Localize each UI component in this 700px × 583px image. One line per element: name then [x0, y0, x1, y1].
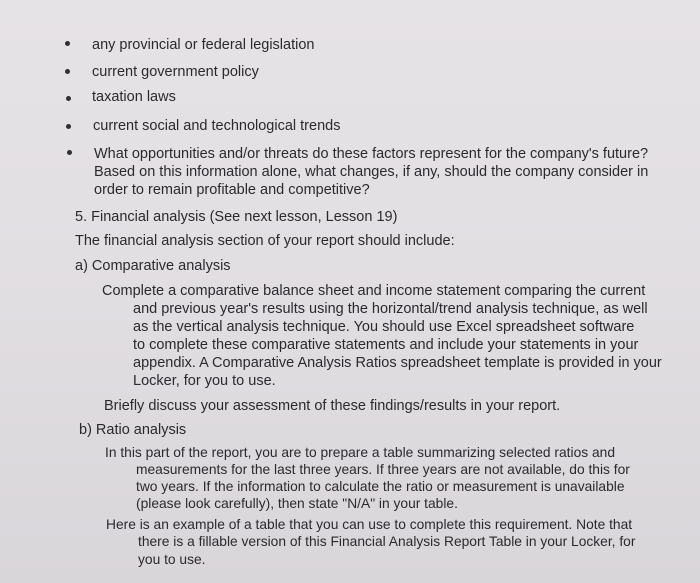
bullet-dot-4	[66, 124, 71, 129]
subsection-b-para2-line-2: there is a fillable version of this Financial Analysis Report Table in your Locker, for	[138, 534, 636, 549]
bullet-dot-5	[67, 150, 72, 155]
bullet-dot-1	[65, 41, 70, 46]
section-heading: 5. Financial analysis (See next lesson, Lesson 19)	[75, 209, 398, 225]
bullet-item-1: any provincial or federal legislation	[92, 37, 315, 53]
subsection-b-para1-line-4: (please look carefully), then state "N/A" in your table.	[136, 496, 458, 511]
subsection-a-para-line-1: Complete a comparative balance sheet and income statement comparing the current	[102, 283, 646, 299]
subsection-b-para2-line-3: you to use.	[138, 552, 206, 567]
subsection-b-heading: b) Ratio analysis	[79, 422, 187, 438]
subsection-b-para1-line-3: two years. If the information to calculate the ratio or measurement is unavailable	[136, 479, 625, 494]
bullet-item-4: current social and technological trends	[93, 118, 341, 134]
bullet-item-3: taxation laws	[92, 89, 176, 105]
bullet-item-2: current government policy	[92, 64, 259, 80]
bullet-dot-2	[65, 69, 70, 74]
subsection-a-para-line-4: to complete these comparative statements and include your statements in your	[133, 337, 639, 353]
subsection-a-para-line-3: as the vertical analysis technique. You should use Excel spreadsheet software	[133, 319, 635, 335]
bullet-item-5-line-2: Based on this information alone, what changes, if any, should the company consider in	[94, 164, 649, 180]
subsection-b-para1-line-2: measurements for the last three years. If three years are not available, do this for	[136, 462, 630, 477]
subsection-b-para2-line-1: Here is an example of a table that you can use to complete this requirement. Note that	[106, 517, 633, 532]
section-intro: The financial analysis section of your report should include:	[75, 233, 455, 249]
subsection-a-para-line-2: and previous year's results using the horizontal/trend analysis technique, as well	[133, 301, 648, 317]
subsection-a-brief: Briefly discuss your assessment of these findings/results in your report.	[104, 398, 561, 414]
subsection-a-heading: a) Comparative analysis	[75, 258, 231, 274]
bullet-item-5-line-3: order to remain profitable and competitive?	[94, 182, 370, 198]
bullet-item-5-line-1: What opportunities and/or threats do these factors represent for the company's future?	[94, 146, 649, 162]
bullet-dot-3	[66, 96, 71, 101]
subsection-a-para-line-5: appendix. A Comparative Analysis Ratios spreadsheet template is provided in your	[133, 355, 662, 371]
subsection-a-para-line-6: Locker, for you to use.	[133, 373, 276, 389]
subsection-b-para1-line-1: In this part of the report, you are to prepare a table summarizing selected ratios and	[105, 445, 615, 460]
